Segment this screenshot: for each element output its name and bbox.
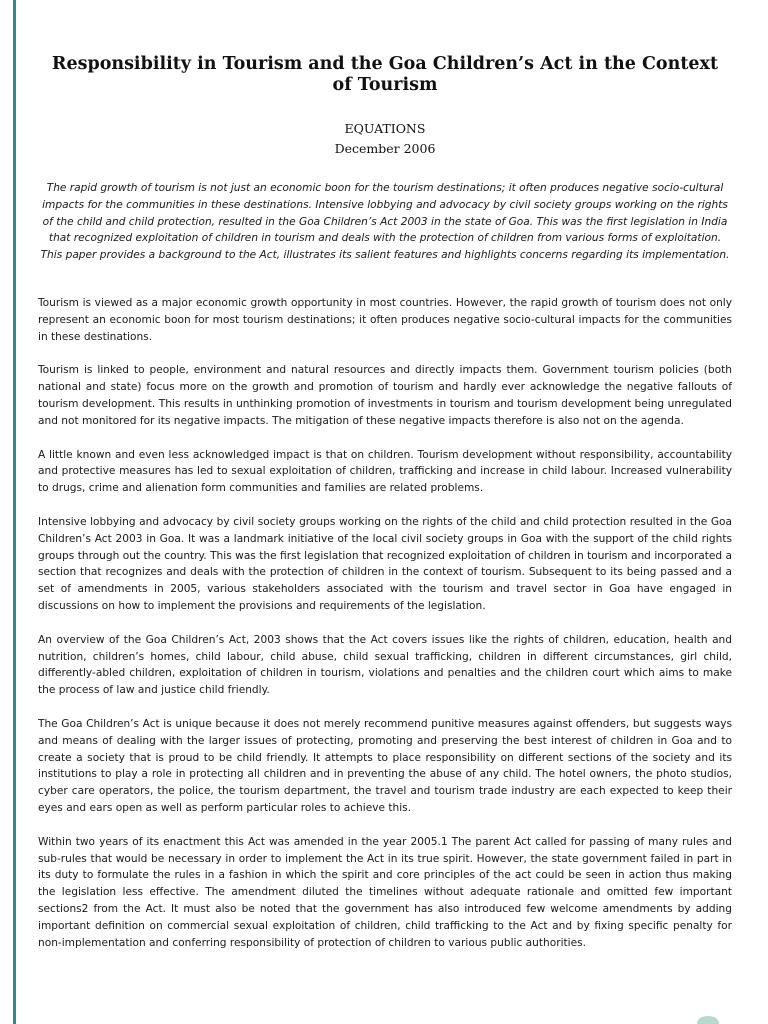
paragraph: Within two years of its enactment this Act was amended in the year 2005.1 The parent Act called for passing of many rules and sub-rules that would be necessary in order to implement the Act in its true spirit. However, the state government failed in part in its duty to formulate the rules in a fashion in which the spirit and core principles of the act could be seen in action thus making the legislation less effective. The amendment diluted the timelines without adequate rationale and omitted few important sections2 from the Act. It must also be noted that the government has also introduced few welcome amendments by adding important definition on commercial sexual exploitation of children, child trafficking to the Act and by fixing specific penalty for non-implementation and conferring responsibility of protection of children to various public authorities. [38,835,732,949]
left-margin-rule [13,0,16,1024]
document-title: Responsibility in Tourism and the Goa Children’s Act in the Context of Tourism [51,54,719,95]
organization-name: EQUATIONS [344,121,426,136]
abstract: The rapid growth of tourism is not just an economic boon for the tourism destinations; it often produces negative socio-cultural impacts for the communities in these destinations. Intensive lobbying and advocacy by civil society groups working on the rights of the child and child protection, resulted in the Goa Children’s Act 2003 in the state of Goa. This was the first legislation in India that recognized exploitation of children in tourism and deals with the protection of children from various forms of exploitation. This paper provides a background to the Act, illustrates its salient features and highlights concerns regarding its implementation. [40,182,730,262]
paragraph: A little known and even less acknowledged impact is that on children. Tourism development without responsibility, accountability and protective measures has led to sexual exploitation of children, trafficking and increase in child labour. Increased vulnerability to drugs, crime and alienation form communities and families are related problems. [38,448,732,495]
body-text [38,295,732,968]
publication-date: December 2006 [334,141,436,156]
paragraph: The Goa Children’s Act is unique because it does not merely recommend punitive measures against offenders, but suggests ways and means of dealing with the larger issues of protecting, promoting and preserving the best interest of children in Goa and to create a society that is proud to be child friendly. It attempts to place responsibility on different sections of the society and its institutions to play a role in protecting all children and in preventing the abuse of any child. The hotel owners, the photo studios, cyber care operators, the police, the tourism department, the travel and tourism trade industry are each expected to keep their eyes and ears open as well as perform particular roles to achieve this. [38,717,732,814]
paragraph: An overview of the Goa Children’s Act, 2003 shows that the Act covers issues like the rights of children, education, health and nutrition, children’s homes, child labour, child abuse, child sexual trafficking, children in different circumstances, girl child, differently-abled children, exploitation of children in tourism, violations and penalties and the children court which aims to make the process of law and justice child friendly. [38,633,732,697]
paragraph: Intensive lobbying and advocacy by civil society groups working on the rights of the child and child protection resulted in the Goa Children’s Act 2003 in Goa. It was a landmark initiative of the local civil society groups in Goa with the support of the child rights groups through out the country. This was the first legislation that recognized exploitation of children in tourism and incorporated a section that recognizes and deals with the protection of children in the context of tourism. Subsequent to its being passed and a set of amendments in 2005, various stakeholders associated with the tourism and travel sector in Goa have engaged in discussions on how to implement the provisions and requirements of the legislation. [38,515,732,612]
paragraph: Tourism is linked to people, environment and natural resources and directly impacts them. Government tourism policies (both national and state) focus more on the growth and promotion of tourism and hardly ever acknowledge the negative fallouts of tourism development. This results in unthinking promotion of investments in tourism and tourism development being unregulated and not monitored for its negative impacts. The mitigation of these negative impacts therefore is also not on the agenda. [38,364,732,427]
paragraph: Tourism is viewed as a major economic growth opportunity in most countries. However, the rapid growth of tourism does not only represent an economic boon for most tourism destinations; it often produces negative socio-cultural impacts for the communities in these destinations. [38,297,732,343]
corner-logo-icon [697,1016,719,1024]
